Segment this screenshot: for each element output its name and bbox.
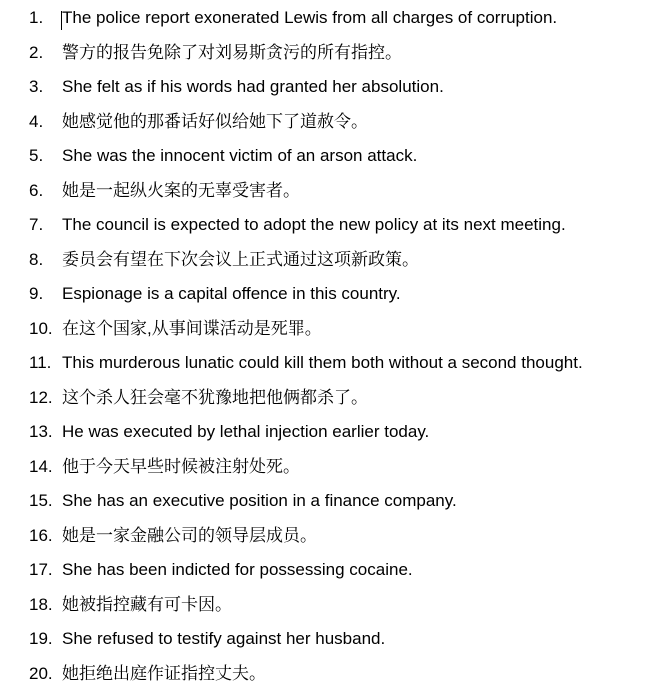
line-number: 13. <box>29 422 53 441</box>
sentence-text[interactable]: 在这个国家,从事间谍活动是死罪。 <box>62 318 322 338</box>
list-item <box>0 141 671 171</box>
sentence-text[interactable]: 她拒绝出庭作证指控丈夫。 <box>62 663 266 683</box>
sentence-text[interactable]: She has been indicted for possessing cocaine. <box>62 560 413 579</box>
line-number: 17. <box>29 560 53 579</box>
sentence-text[interactable]: 警方的报告免除了对刘易斯贪污的所有指控。 <box>62 42 402 62</box>
sentence-text[interactable]: 这个杀人狂会毫不犹豫地把他俩都杀了。 <box>62 387 368 407</box>
list-item <box>0 314 671 344</box>
line-number: 2. <box>29 42 44 62</box>
line-number: 8. <box>29 249 44 269</box>
list-item <box>0 555 671 585</box>
sentence-text[interactable]: 她是一家金融公司的领导层成员。 <box>62 525 317 545</box>
list-item <box>0 590 671 620</box>
sentence-text[interactable]: She was the innocent victim of an arson attack. <box>62 146 418 165</box>
sentence-text[interactable]: He was executed by lethal injection earlier today. <box>62 422 430 441</box>
line-number: 12. <box>29 387 53 407</box>
list-item <box>0 245 671 275</box>
list-item <box>0 38 671 68</box>
line-number: 16. <box>29 525 53 545</box>
list-item <box>0 452 671 482</box>
sentence-text[interactable]: 委员会有望在下次会议上正式通过这项新政策。 <box>62 249 419 269</box>
list-item <box>0 659 671 689</box>
sentence-text[interactable]: She felt as if his words had granted her absolution. <box>62 77 444 96</box>
line-number: 20. <box>29 663 53 683</box>
list-item <box>0 417 671 447</box>
sentence-text[interactable]: She refused to testify against her husband. <box>62 629 386 648</box>
line-number: 1. <box>29 8 44 27</box>
line-number: 5. <box>29 146 44 165</box>
line-number: 3. <box>29 77 44 96</box>
line-number: 15. <box>29 491 53 510</box>
sentence-text[interactable]: This murderous lunatic could kill them both without a second thought. <box>62 353 583 372</box>
line-number: 4. <box>29 111 44 131</box>
list-item <box>0 279 671 309</box>
list-item <box>0 486 671 516</box>
list-item <box>0 624 671 654</box>
list-item <box>0 3 671 33</box>
list-item <box>0 176 671 206</box>
line-number: 10. <box>29 318 53 338</box>
sentence-text[interactable]: She has an executive position in a finance company. <box>62 491 457 510</box>
line-number: 14. <box>29 456 53 476</box>
line-number: 7. <box>29 215 44 234</box>
line-number: 18. <box>29 594 53 614</box>
list-item <box>0 210 671 240</box>
sentence-text[interactable]: The police report exonerated Lewis from all charges of corruption. <box>62 8 558 27</box>
sentence-text[interactable]: 她感觉他的那番话好似给她下了道赦令。 <box>62 111 368 131</box>
sentence-text[interactable]: 他于今天早些时候被注射处死。 <box>62 456 300 476</box>
sentence-text[interactable]: 她是一起纵火案的无辜受害者。 <box>62 180 300 200</box>
list-item <box>0 348 671 378</box>
list-item <box>0 383 671 413</box>
line-number: 19. <box>29 629 53 648</box>
list-item <box>0 107 671 137</box>
line-number: 11. <box>29 353 52 372</box>
list-item <box>0 72 671 102</box>
sentence-text[interactable]: 她被指控藏有可卡因。 <box>62 594 232 614</box>
sentence-text[interactable]: The council is expected to adopt the new policy at its next meeting. <box>62 215 566 234</box>
sentence-text[interactable]: Espionage is a capital offence in this country. <box>62 284 401 303</box>
line-number: 9. <box>29 284 44 303</box>
list-item <box>0 521 671 551</box>
line-number: 6. <box>29 180 44 200</box>
